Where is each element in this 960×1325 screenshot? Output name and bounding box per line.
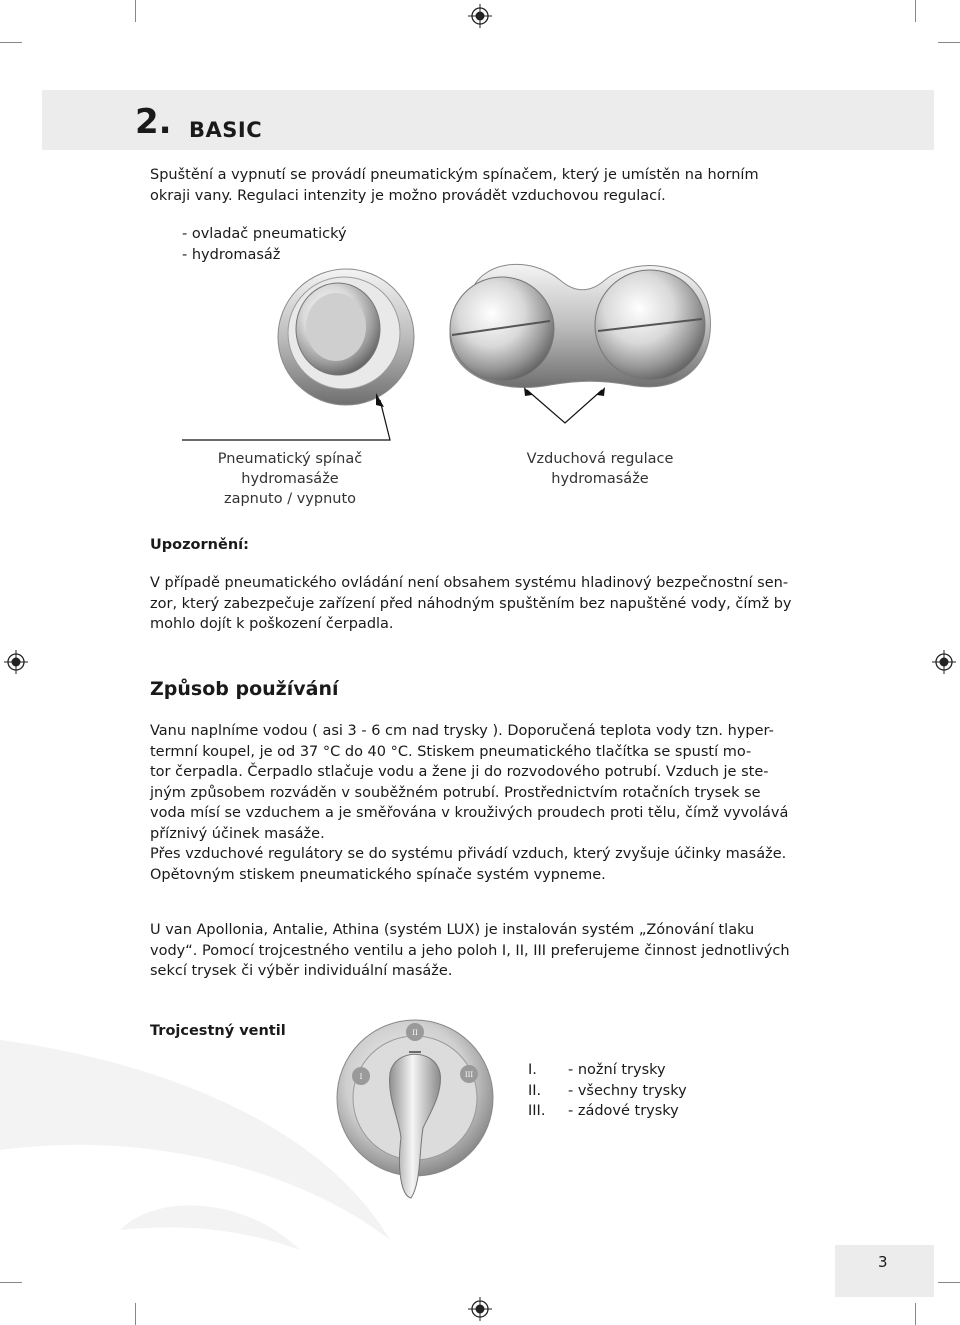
usage-line: voda mísí se vzduchem a je směřována v krouživých proudech proti tělu, čímž vyvolává (150, 805, 789, 821)
air-regulation-label (490, 449, 710, 489)
usage-line: tor čerpadla. Čerpadlo stlačuje vodu a žene ji do rozvodového potrubí. Vzduch je ste- (150, 764, 769, 780)
usage-line: příznivý účinek masáže. (150, 825, 325, 842)
registration-mark-icon (932, 650, 956, 674)
label-line: Pneumatický spínač (217, 451, 363, 467)
pneumatic-switch-label (190, 449, 390, 509)
valve-positions-list (528, 1060, 687, 1122)
crop-mark (915, 0, 916, 22)
section-header-bar (42, 90, 934, 150)
usage-heading: Způsob používání (150, 678, 339, 700)
valve-position-desc: - zádové trysky (568, 1103, 679, 1119)
crop-mark (938, 42, 960, 43)
valve-position-desc: - nožní trysky (568, 1062, 666, 1078)
intro-line: Spuštění a vypnutí se provádí pneumatickým spínačem, který je umístěn na horním (150, 167, 759, 183)
three-way-valve-image (335, 1018, 505, 1203)
label-line: hydromasáže (551, 471, 649, 487)
lux-line: U van Apollonia, Antalie, Athina (systém LUX) je instalován systém „Zónování tlaku (150, 922, 755, 938)
valve-position-item (528, 1060, 687, 1081)
dial-mark: III (464, 1071, 474, 1079)
usage-line: Opětovným stiskem pneumatického spínače systém vypneme. (150, 866, 606, 883)
crop-mark (135, 1303, 136, 1325)
dial-mark: II (412, 1029, 418, 1037)
usage-line: Přes vzduchové regulátory se do systému přivádí vzduch, který zvyšuje účinky masáže. (150, 846, 787, 862)
valve-heading: Trojcestný ventil (150, 1023, 286, 1039)
section-title: BASIC (189, 118, 263, 142)
valve-position-num: II. (528, 1082, 542, 1099)
crop-mark (915, 1303, 916, 1325)
lux-line: sekcí trysek či výběr individuální masáže. (150, 963, 453, 979)
intro-text (150, 165, 870, 206)
usage-line: termní koupel, je od 37 °C do 40 °C. Stiskem pneumatického tlačítka se spustí mo- (150, 743, 752, 760)
valve-position-item (528, 1081, 687, 1102)
valve-position-num: III. (528, 1103, 546, 1119)
callout-lines (180, 385, 740, 445)
warning-line: zor, který zabezpečuje zařízení před náhodným spuštěním bez napuštěné vody, čímž by (150, 595, 792, 612)
usage-line: jným způsobem rozváděn v souběžném potrubí. Prostřednictvím rotačních trysek se (150, 784, 761, 801)
usage-line: Vanu naplníme vodou ( asi 3 - 6 cm nad trysky ). Doporučená teplota vody tzn. hyper- (150, 723, 774, 739)
registration-mark-icon (468, 4, 492, 28)
section-number: 2. (135, 102, 172, 142)
legend-line: - ovladač pneumatický (182, 226, 347, 242)
registration-mark-icon (468, 1297, 492, 1321)
label-line: zapnuto / vypnuto (223, 491, 357, 507)
valve-position-desc: - všechny trysky (568, 1082, 687, 1099)
crop-mark (135, 0, 136, 22)
valve-position-item (528, 1101, 687, 1122)
warning-heading: Upozornění: (150, 537, 249, 553)
dial-mark: I (359, 1073, 363, 1081)
label-line: hydromasáže (241, 471, 339, 487)
label-line: Vzduchová regulace (526, 451, 674, 467)
crop-mark (0, 42, 22, 43)
lux-line: vody“. Pomocí trojcestného ventilu a jeho poloh I, II, III preferujeme činnost jednotlivých (150, 942, 790, 959)
warning-line: V případě pneumatického ovládání není obsahem systému hladinový bezpečnostní sen- (150, 575, 789, 591)
lux-text (150, 920, 810, 982)
warning-line: mohlo dojít k poškození čerpadla. (150, 616, 394, 632)
page-number: 3 (878, 1253, 888, 1271)
intro-line: okraji vany. Regulaci intenzity je možno provádět vzduchovou regulací. (150, 187, 666, 204)
usage-text (150, 721, 810, 885)
legend-line: - hydromasáž (182, 246, 281, 263)
valve-position-num: I. (528, 1062, 537, 1078)
warning-text (150, 573, 810, 635)
registration-mark-icon (4, 650, 28, 674)
